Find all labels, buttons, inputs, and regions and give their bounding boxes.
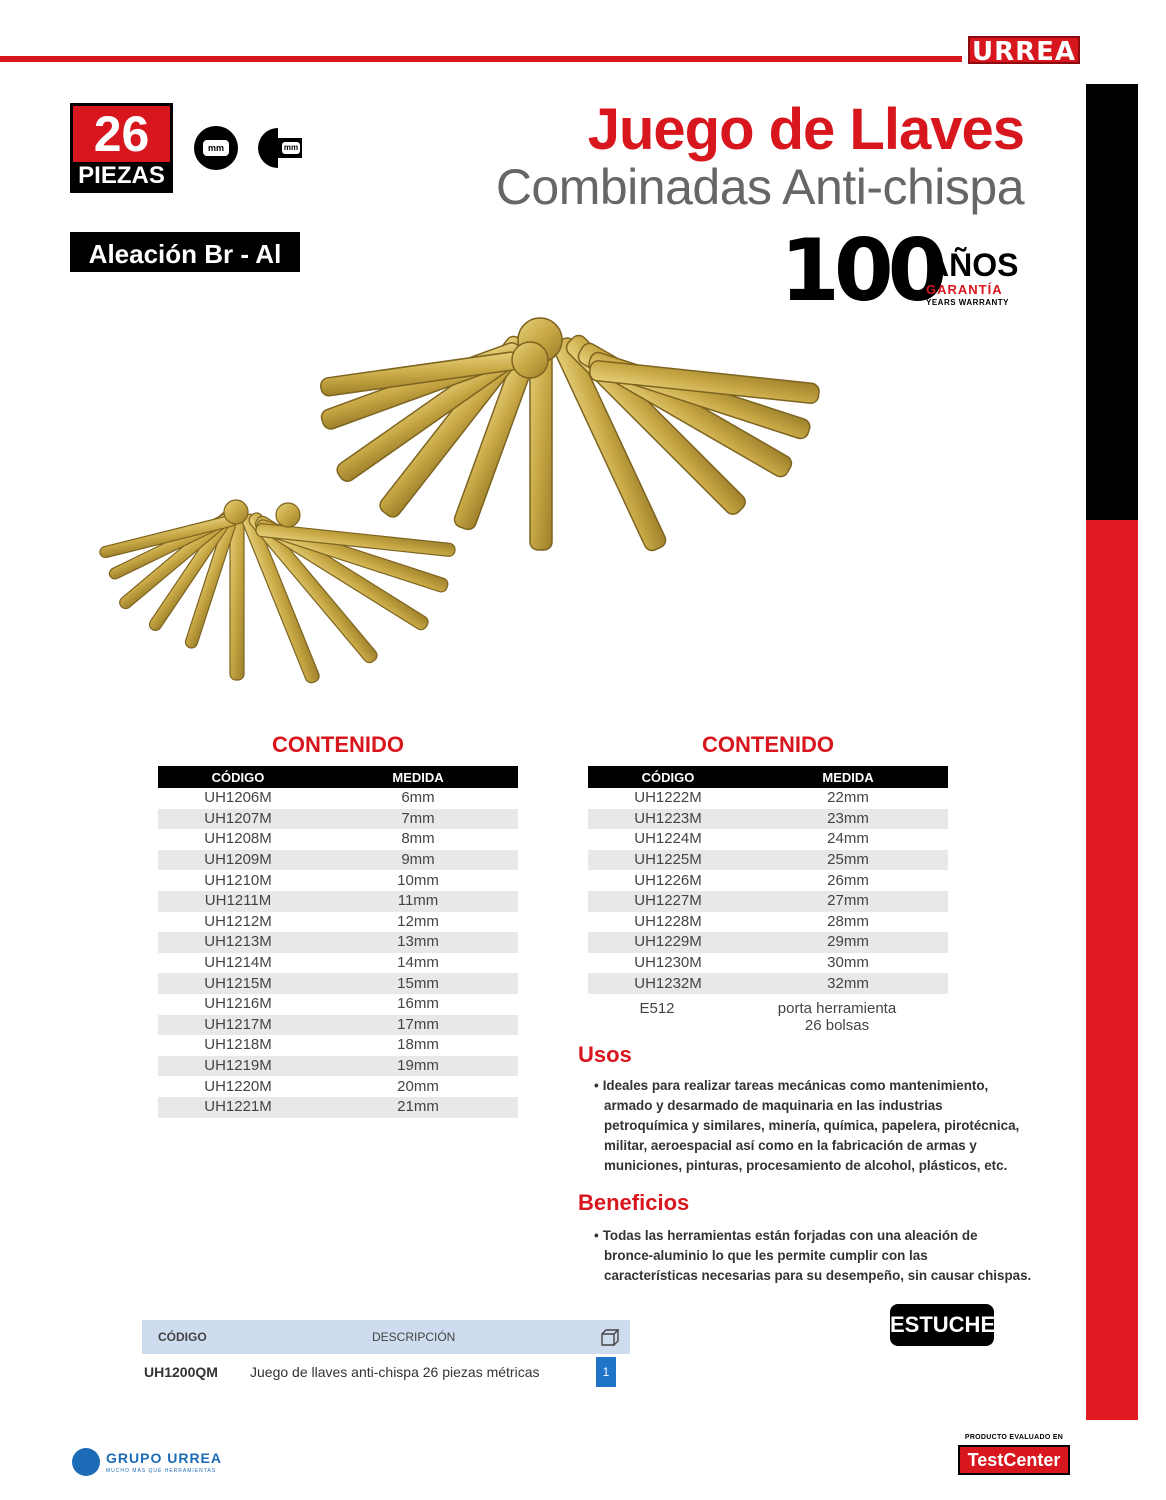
header-codigo: CÓDIGO [158, 766, 318, 788]
urrea-logo: URREA [968, 36, 1080, 64]
code-cell: UH1232M [588, 973, 748, 994]
usos-heading: Usos [578, 1042, 632, 1067]
contenido-right-title: CONTENIDO [702, 732, 834, 757]
table-row [588, 912, 948, 933]
warranty-years: AÑOS [926, 247, 1019, 283]
code-cell: UH1208M [204, 830, 272, 848]
box-icon [600, 1328, 620, 1346]
size-cell: 9mm [318, 850, 518, 871]
case-row [588, 1000, 948, 1034]
estuche-badge: ESTUCHE [890, 1304, 994, 1346]
code-cell: UH1211M [158, 891, 318, 912]
code-cell: UH1216M [204, 995, 272, 1013]
code-cell: UH1227M [588, 891, 748, 912]
header-medida: MEDIDA [748, 766, 948, 788]
warranty-years-warranty: YEARS WARRANTY [926, 298, 1010, 307]
usos-line: municiones, pinturas, procesamiento de alcohol, plásticos, etc. [604, 1158, 1008, 1173]
size-cell: 32mm [748, 973, 948, 994]
alloy-label: Aleación Br - Al [70, 232, 300, 272]
case-description [726, 1000, 948, 1034]
beneficios-text [594, 1226, 1034, 1286]
table-row [588, 953, 948, 974]
size-cell: 25mm [748, 850, 948, 871]
size-cell: 13mm [318, 932, 518, 953]
size-cell: 14mm [397, 954, 439, 972]
group-tagline: MUCHO MÁS QUE HERRAMIENTAS [106, 1468, 217, 1474]
pieces-badge [70, 103, 173, 193]
table-row [588, 829, 948, 850]
code-cell: UH1229M [588, 932, 748, 953]
size-cell: 10mm [397, 871, 439, 889]
header-codigo: CÓDIGO [158, 1330, 207, 1344]
contenido-left-title: CONTENIDO [272, 732, 404, 757]
size-cell: 24mm [827, 830, 869, 848]
code-cell: UH1213M [158, 932, 318, 953]
page-subtitle: Combinadas Anti-chispa [495, 159, 1024, 215]
usos-line: armado y desarmado de maquinaria en las industrias [604, 1098, 943, 1113]
code-cell: UH1224M [634, 830, 702, 848]
pieces-label: PIEZAS [73, 162, 170, 190]
product-code-row [142, 1354, 630, 1390]
table-row [158, 932, 518, 953]
product-code-header [142, 1320, 630, 1354]
code-cell: UH1212M [204, 912, 272, 930]
open-end-wrench-icon [256, 126, 304, 170]
table-row [158, 1056, 518, 1077]
metric-open-label: mm [283, 143, 299, 152]
size-cell: 12mm [397, 912, 439, 930]
warranty-number: 100 [780, 221, 942, 321]
table-row [588, 788, 948, 809]
code-cell: UH1228M [634, 912, 702, 930]
beneficios-line: características necesarias para su desempeño, sin causar chispas. [604, 1268, 1032, 1283]
code-cell: UH1214M [204, 954, 272, 972]
code-cell: UH1207M [158, 809, 318, 830]
metric-box-end-icon [194, 126, 238, 170]
code-cell: UH1220M [204, 1077, 272, 1095]
top-red-line [0, 56, 962, 62]
size-cell: 29mm [748, 932, 948, 953]
table-row [158, 912, 518, 933]
code-cell: UH1221M [158, 1097, 318, 1118]
table-row [158, 1097, 518, 1118]
size-cell: 18mm [397, 1036, 439, 1054]
size-cell: 11mm [318, 891, 518, 912]
size-cell: 17mm [318, 1015, 518, 1036]
table-row [588, 932, 948, 953]
header-descripcion: DESCRIPCIÓN [372, 1330, 456, 1344]
testcenter-logo [958, 1434, 1070, 1475]
warranty-garantia: GARANTÍA [926, 282, 1003, 297]
table-row [158, 829, 518, 850]
product-code-table [142, 1320, 630, 1390]
code-cell: UH1215M [158, 973, 318, 994]
table-header-row [588, 766, 948, 788]
table-header-row [158, 766, 518, 788]
size-cell: 19mm [318, 1056, 518, 1077]
code-cell: UH1226M [634, 871, 702, 889]
table-row [588, 973, 948, 994]
header-medida: MEDIDA [318, 766, 518, 788]
code-cell: UH1219M [158, 1056, 318, 1077]
header-codigo: CÓDIGO [588, 766, 748, 788]
code-cell: UH1209M [158, 850, 318, 871]
product-qty: 1 [596, 1357, 616, 1387]
code-cell: UH1210M [204, 871, 272, 889]
contenido-left-table [158, 766, 518, 1118]
product-description: Juego de llaves anti-chispa 26 piezas métricas [250, 1364, 540, 1380]
table-row [158, 1076, 518, 1097]
table-row [158, 1015, 518, 1036]
beneficios-heading: Beneficios [578, 1190, 690, 1215]
table-row [158, 870, 518, 891]
case-description-line1: porta herramienta [777, 1000, 897, 1017]
side-bar-red [1086, 520, 1138, 1420]
case-description-line2: 26 bolsas [804, 1017, 870, 1034]
size-cell: 16mm [397, 995, 439, 1013]
size-cell: 7mm [318, 809, 518, 830]
usos-text [594, 1076, 1034, 1176]
table-row [158, 809, 518, 830]
size-cell: 28mm [827, 912, 869, 930]
table-row [158, 850, 518, 871]
side-bar-black [1086, 84, 1138, 520]
size-cell: 6mm [401, 789, 435, 807]
table-row [158, 994, 518, 1015]
table-row [158, 973, 518, 994]
table-row [588, 809, 948, 830]
grupo-urrea-logo [72, 1444, 252, 1480]
bullet: • [594, 1078, 599, 1093]
case-code: E512 [639, 1000, 675, 1017]
table-row [588, 870, 948, 891]
size-cell: 30mm [827, 954, 869, 972]
table-row [158, 1035, 518, 1056]
table-row [158, 788, 518, 809]
pieces-count: 26 [93, 106, 150, 162]
size-cell: 26mm [827, 871, 869, 889]
code-cell: UH1217M [158, 1015, 318, 1036]
code-cell: UH1222M [634, 789, 702, 807]
table-row [588, 891, 948, 912]
size-cell: 21mm [318, 1097, 518, 1118]
product-code: UH1200QM [144, 1364, 218, 1380]
usos-line: • Ideales para realizar tareas mecánicas como mantenimiento, [594, 1078, 989, 1093]
usos-line: petroquímica y similares, minería, química, papelera, pirotécnica, [604, 1118, 1020, 1133]
wrench-set-image [60, 300, 1050, 720]
size-cell: 23mm [748, 809, 948, 830]
size-cell: 15mm [318, 973, 518, 994]
code-cell: UH1206M [204, 789, 272, 807]
code-cell: UH1230M [634, 954, 702, 972]
metric-label: mm [203, 140, 229, 156]
globe-icon [72, 1448, 100, 1476]
beneficios-line: • Todas las herramientas están forjadas con una aleación de [594, 1228, 978, 1243]
contenido-right-table [588, 766, 948, 994]
size-cell: 22mm [827, 789, 869, 807]
page-title: Juego de Llaves [587, 97, 1024, 162]
table-row [588, 850, 948, 871]
usos-line: militar, aeroespacial así como en la fabricación de armas y [604, 1138, 977, 1153]
testcenter-label: TestCenter [958, 1445, 1070, 1475]
beneficios-line: bronce-aluminio lo que les permite cumplir con las [604, 1248, 928, 1263]
bullet: • [594, 1228, 599, 1243]
code-cell: UH1225M [588, 850, 748, 871]
size-cell: 27mm [748, 891, 948, 912]
testcenter-caption: PRODUCTO EVALUADO EN [964, 1434, 1064, 1441]
code-cell: UH1223M [588, 809, 748, 830]
table-row [158, 891, 518, 912]
table-row [158, 953, 518, 974]
size-cell: 8mm [401, 830, 435, 848]
code-cell: UH1218M [204, 1036, 272, 1054]
size-cell: 20mm [397, 1077, 439, 1095]
group-name: GRUPO URREA [106, 1450, 223, 1466]
